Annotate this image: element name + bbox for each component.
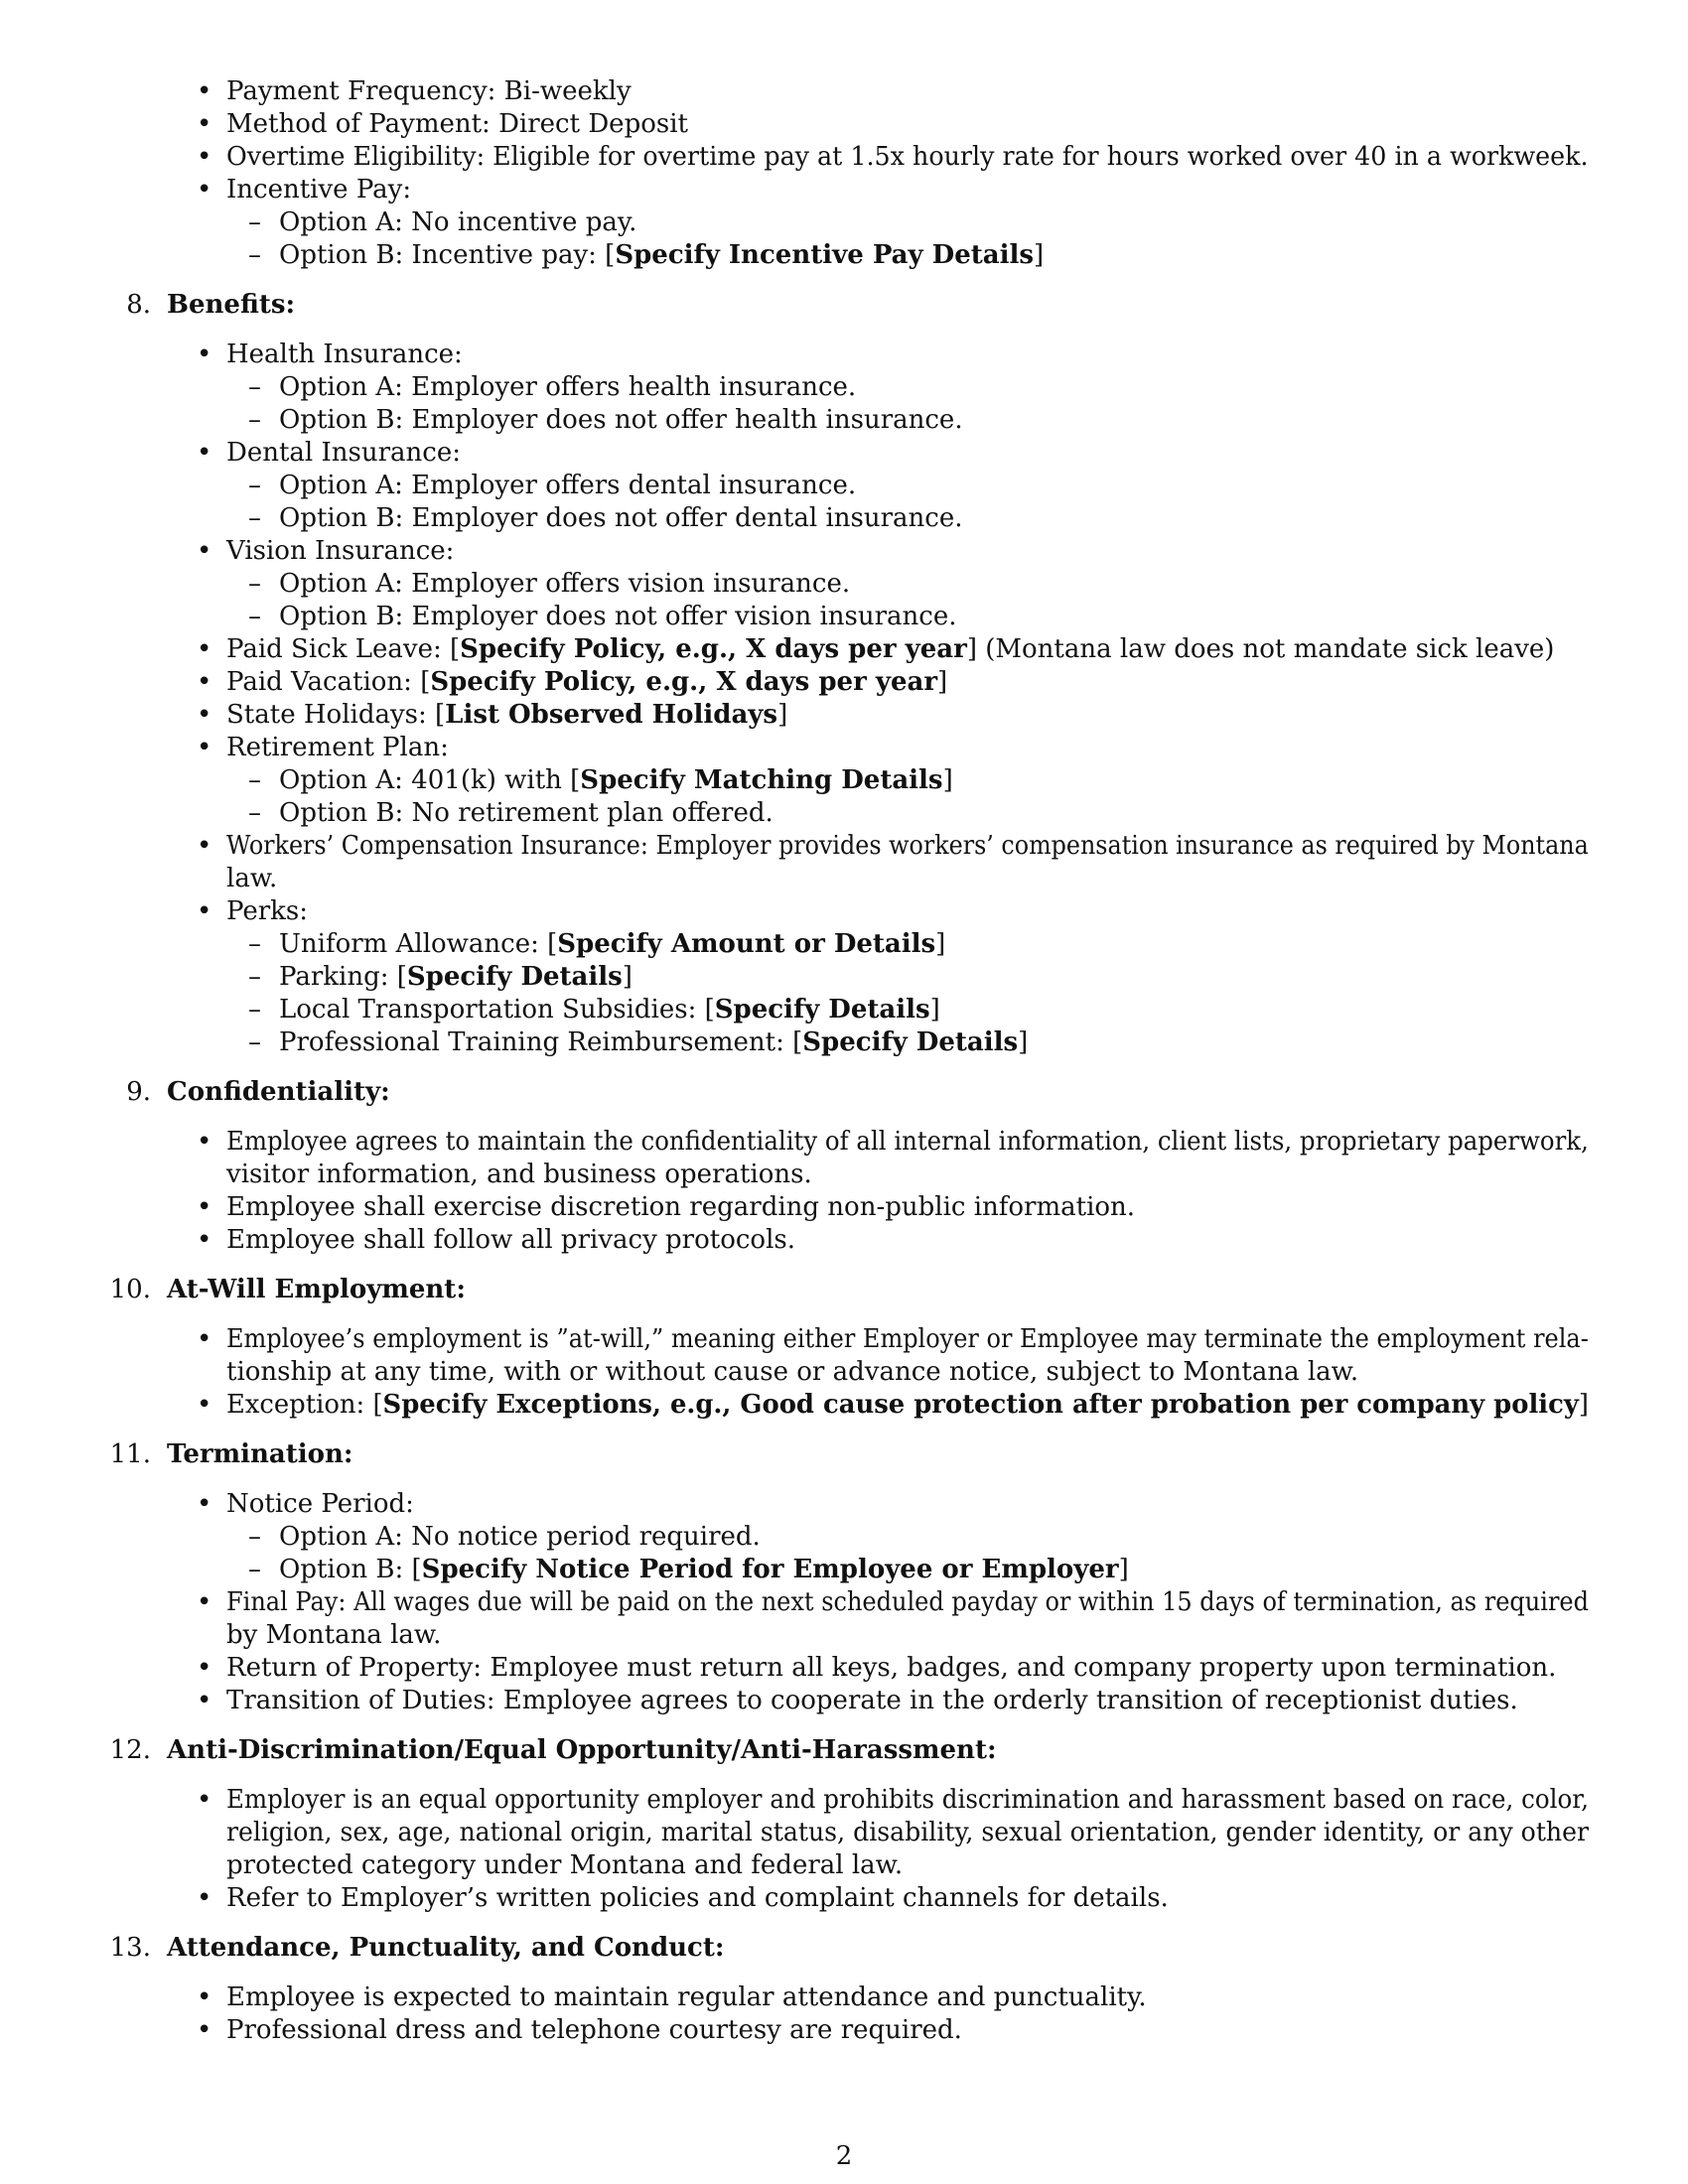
page-number: 2 [835,2141,853,2171]
text-run: Option B: No retirement plan offered. [279,798,774,828]
list-item-continuation [226,1159,812,1190]
section-number: 11. [109,1439,151,1469]
bullet-icon: • [197,438,212,468]
dash-bullet-icon: – [248,405,261,435]
text-run: Final Pay: All wages due will be paid on the next scheduled payday or within 15 days of termination, as required [226,1587,1589,1617]
text-run: Exception: [ [226,1390,383,1420]
list-item [226,437,461,469]
text-run: Incentive Pay: [226,175,412,205]
placeholder-field-text: Specify Policy, e.g., X days per year [430,667,938,697]
placeholder-field-text: Specify Amount or Details [557,929,936,959]
dash-bullet-icon: – [248,765,261,795]
dash-bullet-icon: – [248,1522,261,1552]
section-heading [167,1274,466,1305]
text-run: Uniform Allowance: [ [279,929,558,959]
dash-bullet-icon: – [248,602,261,631]
text-run: visitor information, and business operations. [226,1160,812,1189]
list-item [226,1389,1589,1421]
text-run: Overtime Eligibility: Eligible for overtime pay at 1.5x hourly rate for hours worked over 40 in a workweek. [226,142,1589,172]
bullet-icon: • [197,1883,212,1913]
text-run: ] [937,667,948,697]
bullet-icon: • [197,634,212,664]
list-item [226,535,454,567]
sub-list-item [279,928,945,960]
list-item [226,1784,1589,1816]
bullet-icon: • [197,175,212,205]
text-run: ] [622,962,633,992]
bullet-icon: • [197,1225,212,1255]
text-run: Employee’s employment is ”at-will,” meaning either Employer or Employee may terminate the employment rela- [226,1324,1589,1354]
text-run: ] [1578,1390,1589,1420]
text-run: Option A: Employer offers dental insurance. [279,471,857,500]
text-run: Health Insurance: [226,340,463,369]
text-run: ] (Montana law does not mandate sick leave) [966,634,1555,664]
bullet-icon: • [197,1587,212,1617]
section-heading [167,1438,352,1470]
sub-list-item [279,994,940,1025]
text-run: Option B: Employer does not offer health insurance. [279,405,963,435]
text-run: Option B: Incentive pay: [ [279,240,616,270]
sub-list-item [279,961,633,993]
list-item [226,1224,795,1256]
sub-list-item [279,601,957,632]
placeholder-field-text: Termination: [167,1439,353,1469]
placeholder-field-text: Confidentiality: [167,1077,390,1107]
text-run: tionship at any time, with or without cause or advance notice, subject to Montana law. [226,1357,1359,1387]
list-item [226,339,463,370]
dash-bullet-icon: – [248,1555,261,1584]
text-run: State Holidays: [ [226,700,446,730]
text-run: ] [777,700,788,730]
text-run: religion, sex, age, national origin, marital status, disability, sexual orientation, gender identity, or any other [226,1818,1590,1847]
placeholder-field-text: Specify Details [802,1027,1019,1057]
bullet-icon: • [197,1982,212,2012]
list-item [226,1685,1518,1716]
text-run: Professional Training Reimbursement: [ [279,1027,803,1057]
list-item [226,1488,414,1520]
list-item [226,174,411,205]
placeholder-field-text: Anti-Discrimination/Equal Opportunity/Anti-Harassment: [167,1735,997,1765]
sub-list-item [279,206,636,238]
bullet-icon: • [197,733,212,762]
list-item [226,895,308,927]
dash-bullet-icon: – [248,207,261,237]
list-item [226,75,632,107]
sub-list-item [279,239,1044,271]
section-heading [167,1076,390,1108]
text-run: Option A: Employer offers health insurance. [279,372,857,402]
text-run: ] [1118,1555,1129,1584]
list-item [226,1586,1589,1618]
text-run: Retirement Plan: [226,733,449,762]
text-run: Professional dress and telephone courtesy are required. [226,2015,962,2045]
bullet-icon: • [197,1686,212,1715]
placeholder-field-text: Specify Notice Period for Employee or Employer [421,1555,1119,1584]
list-item-continuation [226,1356,1358,1388]
text-run: Employer is an equal opportunity employer and prohibits discrimination and harassment based on race, color, [226,1785,1590,1815]
text-run: by Montana law. [226,1620,442,1650]
list-item [226,1652,1556,1684]
list-item [226,2014,962,2046]
list-item [226,830,1589,862]
placeholder-field-text: List Observed Holidays [445,700,778,730]
section-heading [167,1734,997,1766]
placeholder-field-text: Benefits: [167,290,296,320]
placeholder-field-text: Specify Policy, e.g., X days per year [460,634,967,664]
dash-bullet-icon: – [248,240,261,270]
placeholder-field-text: Specify Matching Details [580,765,943,795]
bullet-icon: • [197,1127,212,1157]
list-item-continuation [226,863,277,894]
placeholder-field-text: Specify Details [406,962,623,992]
text-run: Transition of Duties: Employee agrees to cooperate in the orderly transition of receptionist duties. [226,1686,1518,1715]
text-run: law. [226,864,278,893]
text-run: Dental Insurance: [226,438,461,468]
text-run: Paid Vacation: [ [226,667,431,697]
sub-list-item [279,1521,761,1553]
section-heading [167,289,295,321]
dash-bullet-icon: – [248,471,261,500]
bullet-icon: • [197,896,212,926]
section-heading [167,1932,724,1964]
placeholder-field-text: Attendance, Punctuality, and Conduct: [167,1933,725,1963]
bullet-icon: • [197,1390,212,1420]
text-run: Notice Period: [226,1489,414,1519]
bullet-icon: • [197,76,212,106]
section-number: 9. [126,1077,151,1107]
text-run: Employee shall follow all privacy protocols. [226,1225,795,1255]
section-number: 12. [109,1735,151,1765]
text-run: Employee is expected to maintain regular attendance and punctuality. [226,1982,1147,2012]
placeholder-field-text: At-Will Employment: [167,1275,466,1304]
placeholder-field-text: Specify Incentive Pay Details [615,240,1035,270]
text-run: Option B: Employer does not offer vision insurance. [279,602,957,631]
bullet-icon: • [197,1489,212,1519]
bullet-icon: • [197,142,212,172]
text-run: protected category under Montana and federal law. [226,1850,904,1880]
list-item [226,108,688,140]
section-number: 10. [109,1275,151,1304]
sub-list-item [279,568,850,600]
bullet-icon: • [197,1192,212,1222]
list-item-continuation [226,1849,903,1881]
sub-list-item [279,797,774,829]
text-run: Payment Frequency: Bi-weekly [226,76,632,106]
dash-bullet-icon: – [248,372,261,402]
bullet-icon: • [197,1785,212,1815]
text-run: Refer to Employer’s written policies and complaint channels for details. [226,1883,1169,1913]
list-item-continuation [226,1817,1589,1848]
dash-bullet-icon: – [248,1027,261,1057]
text-run: Employee shall exercise discretion regarding non-public information. [226,1192,1136,1222]
dash-bullet-icon: – [248,929,261,959]
bullet-icon: • [197,667,212,697]
text-run: Option B: [ [279,1555,422,1584]
list-item [226,1323,1589,1355]
text-run: ] [929,995,940,1024]
bullet-icon: • [197,109,212,139]
text-run: Perks: [226,896,308,926]
bullet-icon: • [197,340,212,369]
list-item-continuation [226,1619,441,1651]
bullet-icon: • [197,1653,212,1683]
bullet-icon: • [197,2015,212,2045]
text-run: Workers’ Compensation Insurance: Employer provides workers’ compensation insurance as required by Montana [226,831,1589,861]
dash-bullet-icon: – [248,503,261,533]
list-item [226,1882,1169,1914]
text-run: Vision Insurance: [226,536,455,566]
bullet-icon: • [197,1324,212,1354]
list-item [226,633,1554,665]
text-run: Local Transportation Subsidies: [ [279,995,715,1024]
dash-bullet-icon: – [248,962,261,992]
section-number: 8. [126,290,151,320]
bullet-icon: • [197,536,212,566]
text-run: Option A: No notice period required. [279,1522,761,1552]
dash-bullet-icon: – [248,569,261,599]
text-run: Return of Property: Employee must return all keys, badges, and company property upon termination. [226,1653,1557,1683]
sub-list-item [279,1026,1028,1058]
list-item [226,141,1589,173]
text-run: ] [1018,1027,1029,1057]
list-item [226,699,787,731]
text-run: Method of Payment: Direct Deposit [226,109,688,139]
text-run: ] [1034,240,1045,270]
text-run: Option A: No incentive pay. [279,207,637,237]
list-item [226,1981,1147,2013]
text-run: Parking: [ [279,962,407,992]
list-item [226,666,947,698]
text-run: Option B: Employer does not offer dental insurance. [279,503,963,533]
list-item [226,1126,1589,1158]
text-run: Paid Sick Leave: [ [226,634,461,664]
bullet-icon: • [197,831,212,861]
list-item [226,1191,1135,1223]
bullet-icon: • [197,700,212,730]
sub-list-item [279,404,963,436]
text-run: Option A: Employer offers vision insurance. [279,569,851,599]
sub-list-item [279,502,962,534]
dash-bullet-icon: – [248,995,261,1024]
text-run: Employee agrees to maintain the confidentiality of all internal information, client lists, proprietary paperwork, [226,1127,1589,1157]
placeholder-field-text: Specify Exceptions, e.g., Good cause protection after probation per company policy [382,1390,1579,1420]
text-run: ] [942,765,953,795]
sub-list-item [279,1554,1129,1585]
sub-list-item [279,470,856,501]
sub-list-item [279,371,856,403]
placeholder-field-text: Specify Details [714,995,930,1024]
sub-list-item [279,764,953,796]
list-item [226,732,449,763]
text-run: Option A: 401(k) with [ [279,765,581,795]
section-number: 13. [109,1933,151,1963]
dash-bullet-icon: – [248,798,261,828]
text-run: ] [935,929,946,959]
